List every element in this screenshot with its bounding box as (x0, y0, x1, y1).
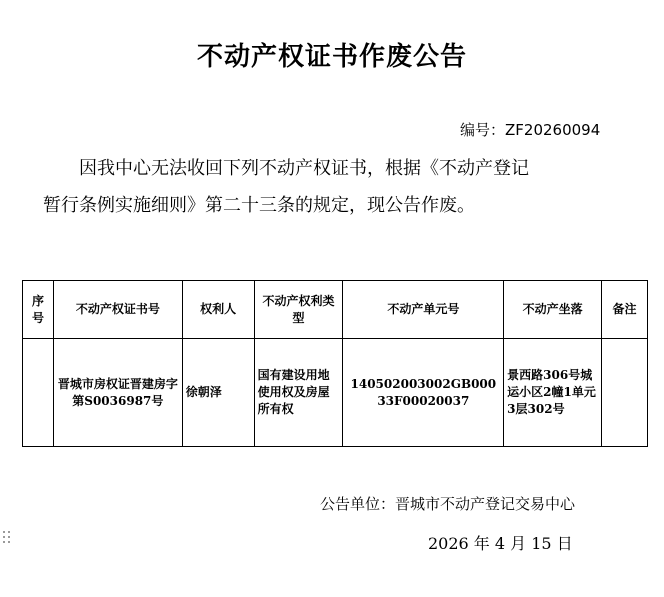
header-owner: 权利人 (182, 281, 254, 339)
notice-body-line-1 (43, 150, 633, 187)
certificate-table (22, 280, 648, 447)
issuing-organization: 公告单位：晋城市不动产登记交易中心 (320, 495, 576, 513)
header-cert-no: 不动产权证书号 (53, 281, 182, 339)
header-location: 不动产坐落 (504, 281, 602, 339)
cell-remark (602, 339, 648, 447)
header-remark: 备注 (602, 281, 648, 339)
header-unit-no: 不动产单元号 (343, 281, 504, 339)
table-header-row (23, 281, 648, 339)
notice-body-text-1: 因我中心无法收回下列不动产权证书，根据《不动产登记 (79, 158, 529, 179)
notice-body-line-2: 暂行条例实施细则》第二十三条的规定，现公告作废。 (43, 195, 475, 216)
document-number: 编号：ZF20260094 (460, 121, 601, 139)
table-row (23, 339, 648, 447)
cell-seq (23, 339, 54, 447)
issue-date: 2026 年 4 月 15 日 (428, 534, 573, 553)
cell-owner: 徐朝泽 (182, 339, 254, 447)
cell-unit-no: 140502003002GB00033F00020037 (343, 339, 504, 447)
notice-body (43, 150, 633, 224)
cell-cert-no: 晋城市房权证晋建房字第S0036987号 (53, 339, 182, 447)
header-seq: 序号 (23, 281, 54, 339)
cell-location: 景西路306号城运小区2幢1单元3层302号 (504, 339, 602, 447)
header-right-type: 不动产权利类型 (254, 281, 343, 339)
page-title: 不动产权证书作废公告 (196, 42, 467, 72)
drag-handle-icon[interactable] (3, 531, 12, 547)
cell-right-type: 国有建设用地使用权及房屋所有权 (254, 339, 343, 447)
